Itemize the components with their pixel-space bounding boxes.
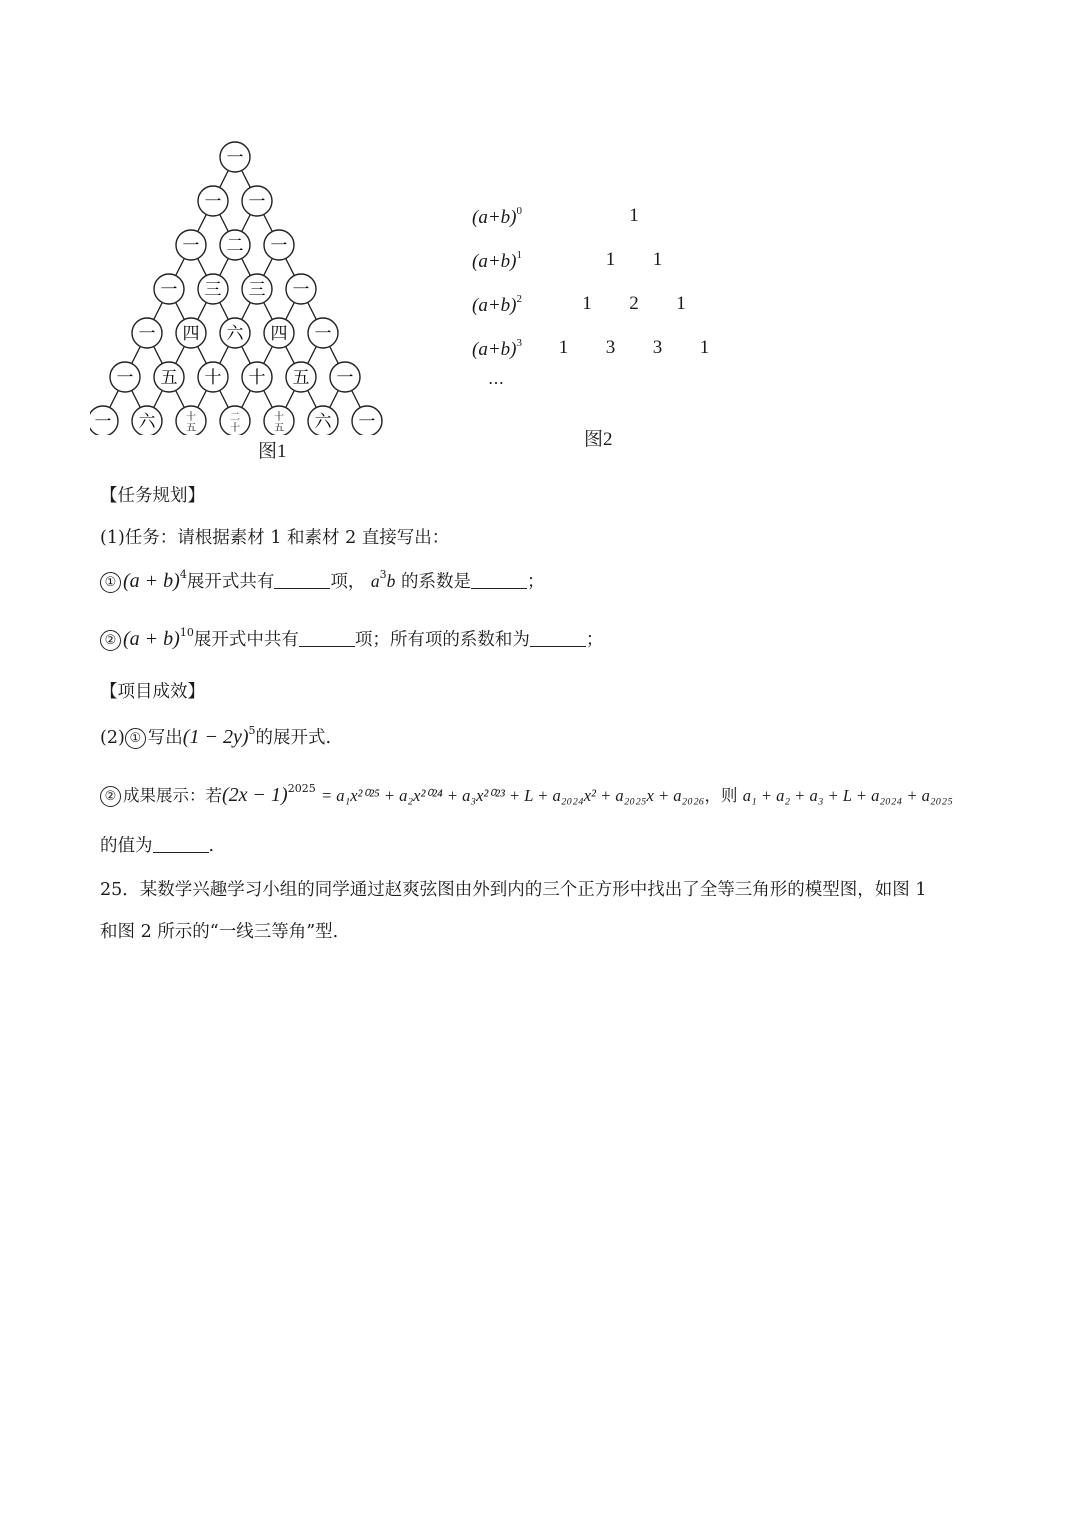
connector-line bbox=[264, 258, 273, 275]
triangle-node-label: 十 bbox=[248, 368, 266, 388]
connector-line bbox=[308, 390, 317, 407]
connector-line bbox=[220, 302, 229, 319]
triangle-node-label: 一 bbox=[358, 412, 376, 432]
punctuation: ； bbox=[585, 630, 604, 650]
question-number: (2) bbox=[100, 728, 125, 748]
binomial-exponent: 0 bbox=[516, 205, 522, 217]
problem-25-line-2: 和图 2 所示的“一线三等角”型. bbox=[100, 922, 339, 942]
connector-line bbox=[352, 390, 361, 407]
binomial-coefficient: 1 bbox=[676, 293, 686, 314]
term-b: b bbox=[386, 571, 396, 591]
connector-line bbox=[308, 302, 317, 319]
binomial-power bbox=[472, 249, 522, 273]
binomial-power bbox=[472, 337, 522, 361]
triangle-node-label: 六 bbox=[226, 324, 244, 344]
triangle-node-label: 十 bbox=[204, 368, 222, 388]
question-text: 展开式中共有 bbox=[193, 630, 299, 650]
connector-line bbox=[176, 390, 185, 407]
task1-question-1 bbox=[100, 568, 544, 593]
binomial-coefficient: 1 bbox=[629, 205, 639, 226]
triangle-node-label: 十 bbox=[274, 412, 284, 423]
connector-line bbox=[220, 258, 229, 275]
connector-line bbox=[264, 346, 273, 363]
binomial-expression: (a + b) bbox=[123, 628, 180, 650]
question-text: 项；所有项的系数和为 bbox=[354, 630, 530, 650]
connector-line bbox=[264, 302, 273, 319]
binomial-coefficient: 1 bbox=[699, 337, 710, 358]
connector-line bbox=[154, 346, 163, 363]
answer-blank-terms[interactable] bbox=[299, 630, 355, 647]
binomial-coefficient: 2 bbox=[629, 293, 639, 314]
figure-2-caption: 图2 bbox=[584, 429, 613, 450]
triangle-node-label: 一 bbox=[292, 280, 310, 300]
binomial-power bbox=[472, 205, 522, 229]
answer-blank-sum[interactable] bbox=[530, 630, 586, 647]
connector-line bbox=[154, 302, 163, 319]
task2-question-1 bbox=[100, 724, 331, 749]
answer-blank-coefficient[interactable] bbox=[471, 572, 527, 589]
connector-line bbox=[242, 346, 251, 363]
connector-line bbox=[308, 346, 317, 363]
connector-line bbox=[154, 390, 163, 407]
figure-1-pascal-triangle bbox=[90, 135, 390, 465]
triangle-node-label: 一 bbox=[94, 412, 112, 432]
triangle-node-label: 二 bbox=[226, 236, 244, 256]
connector-line bbox=[198, 214, 207, 231]
triangle-node-label: 六 bbox=[314, 412, 332, 432]
circled-number-1: ① bbox=[125, 728, 146, 749]
ellipsis: … bbox=[488, 369, 504, 388]
triangle-node-label: 五 bbox=[292, 368, 310, 388]
triangle-node-label: 二 bbox=[230, 412, 240, 423]
connector-line bbox=[242, 170, 251, 187]
polynomial-expression: (2x − 1) bbox=[222, 784, 288, 806]
triangle-node-label: 五 bbox=[160, 368, 178, 388]
binomial-coefficient: 1 bbox=[605, 249, 616, 270]
answer-blank-terms[interactable] bbox=[274, 572, 330, 589]
connector-line bbox=[242, 214, 251, 231]
binomial-coefficient: 1 bbox=[558, 337, 569, 358]
triangle-node-label: 一 bbox=[160, 280, 178, 300]
binomial-base: (a+b) bbox=[472, 295, 517, 316]
figure-1-caption: 图1 bbox=[258, 441, 287, 462]
connector-line bbox=[220, 214, 229, 231]
connector-line bbox=[132, 390, 141, 407]
triangle-node-label: 一 bbox=[182, 236, 200, 256]
connector-line bbox=[286, 258, 295, 275]
exponent: 4 bbox=[179, 568, 187, 581]
connector-line bbox=[198, 302, 207, 319]
circled-number-1: ① bbox=[100, 572, 121, 593]
section-project-result: 【项目成效】 bbox=[100, 682, 205, 702]
connector-line bbox=[220, 390, 229, 407]
question-text: 的值为 bbox=[100, 836, 153, 856]
binomial-coefficient: 3 bbox=[605, 337, 616, 358]
triangle-node-label: 十 bbox=[186, 412, 196, 423]
connector-line bbox=[286, 346, 295, 363]
triangle-node-label: 一 bbox=[138, 324, 156, 344]
connector-line bbox=[330, 346, 339, 363]
task2-question-2 bbox=[100, 782, 953, 807]
connector-line bbox=[198, 390, 207, 407]
triangle-node-label: 三 bbox=[248, 280, 266, 300]
circled-number-2: ② bbox=[100, 630, 121, 651]
triangle-node-label: 一 bbox=[336, 368, 354, 388]
triangle-node-label: 四 bbox=[182, 324, 200, 344]
binomial-row bbox=[472, 293, 772, 321]
answer-blank-value[interactable] bbox=[153, 836, 209, 853]
binomial-base: (a+b) bbox=[472, 207, 517, 228]
triangle-node-label: 五 bbox=[186, 423, 196, 434]
binomial-coefficient: 3 bbox=[652, 337, 663, 358]
triangle-node-label: 一 bbox=[226, 148, 244, 168]
binomial-row bbox=[472, 249, 772, 277]
task1-intro: (1)任务：请根据素材 1 和素材 2 直接写出： bbox=[100, 528, 450, 548]
connector-line bbox=[286, 390, 295, 407]
connector-line bbox=[242, 390, 251, 407]
question-text: 的展开式. bbox=[255, 728, 332, 748]
question-text: ，则 bbox=[704, 786, 738, 805]
exponent: 10 bbox=[179, 626, 194, 639]
circled-number-2: ② bbox=[100, 786, 121, 807]
connector-line bbox=[198, 346, 207, 363]
triangle-node-label: 四 bbox=[270, 324, 288, 344]
binomial-power bbox=[472, 293, 522, 317]
question-text: 写出 bbox=[147, 728, 183, 748]
triangle-node-label: 一 bbox=[248, 192, 266, 212]
task2-question-2-continued bbox=[100, 832, 214, 857]
connector-line bbox=[264, 214, 273, 231]
question-text: 展开式共有 bbox=[186, 572, 275, 592]
polynomial-expansion: = a₁x²⁰²⁵ + a₂x²⁰²⁴ + a₃x²⁰²³ + L + a₂₀₂₄x² + a₂₀₂₅x + a₂₀₂₆ bbox=[320, 786, 705, 805]
connector-line bbox=[198, 258, 207, 275]
binomial-exponent: 2 bbox=[516, 293, 522, 305]
figure-2-binomial-table bbox=[472, 205, 772, 455]
triangle-node-label: 十 bbox=[230, 423, 240, 434]
punctuation: ； bbox=[526, 572, 545, 592]
binomial-row bbox=[472, 205, 772, 233]
connector-line bbox=[330, 390, 339, 407]
binomial-base: (a+b) bbox=[472, 251, 517, 272]
triangle-node-label: 一 bbox=[270, 236, 288, 256]
binomial-expression: (a + b) bbox=[123, 570, 180, 592]
triangle-node-label: 六 bbox=[138, 412, 156, 432]
connector-line bbox=[110, 390, 119, 407]
binomial-coefficient: 1 bbox=[652, 249, 663, 270]
triangle-node-label: 一 bbox=[314, 324, 332, 344]
binomial-coefficient: 1 bbox=[582, 293, 592, 314]
pascal-triangle-diagram bbox=[90, 135, 390, 435]
binomial-exponent: 1 bbox=[516, 249, 522, 261]
exponent: 5 bbox=[248, 724, 256, 737]
binomial-row bbox=[472, 337, 772, 365]
question-text: 项， bbox=[330, 572, 366, 592]
section-task-plan: 【任务规划】 bbox=[100, 486, 205, 506]
connector-line bbox=[286, 302, 295, 319]
connector-line bbox=[220, 170, 229, 187]
binomial-base: (a+b) bbox=[472, 339, 517, 360]
coefficient-sum: a₁ + a₂ + a₃ + L + a₂₀₂₄ + a₂₀₂₅ bbox=[742, 786, 953, 805]
connector-line bbox=[176, 302, 185, 319]
question-text: 成果展示：若 bbox=[123, 786, 222, 805]
task1-question-2 bbox=[100, 626, 603, 651]
triangle-node-label: 一 bbox=[116, 368, 134, 388]
exponent: 2025 bbox=[287, 782, 316, 795]
connector-line bbox=[242, 258, 251, 275]
binomial-exponent: 3 bbox=[516, 337, 522, 349]
connector-line bbox=[220, 346, 229, 363]
connector-line bbox=[176, 346, 185, 363]
binomial-expression: (1 − 2y) bbox=[182, 726, 249, 748]
punctuation: . bbox=[208, 836, 215, 856]
triangle-node-label: 一 bbox=[204, 192, 222, 212]
connector-line bbox=[176, 258, 185, 275]
term-exponent: 3 bbox=[379, 568, 387, 581]
triangle-node-label: 五 bbox=[274, 423, 284, 434]
triangle-node-label: 三 bbox=[204, 280, 222, 300]
connector-line bbox=[132, 346, 141, 363]
connector-line bbox=[242, 302, 251, 319]
problem-25-line-1: 25．某数学兴趣学习小组的同学通过赵爽弦图由外到内的三个正方形中找出了全等三角形的模型图，如图 1 bbox=[100, 880, 927, 900]
question-text: 的系数是 bbox=[400, 572, 471, 592]
connector-line bbox=[264, 390, 273, 407]
term-a: a bbox=[370, 571, 380, 591]
